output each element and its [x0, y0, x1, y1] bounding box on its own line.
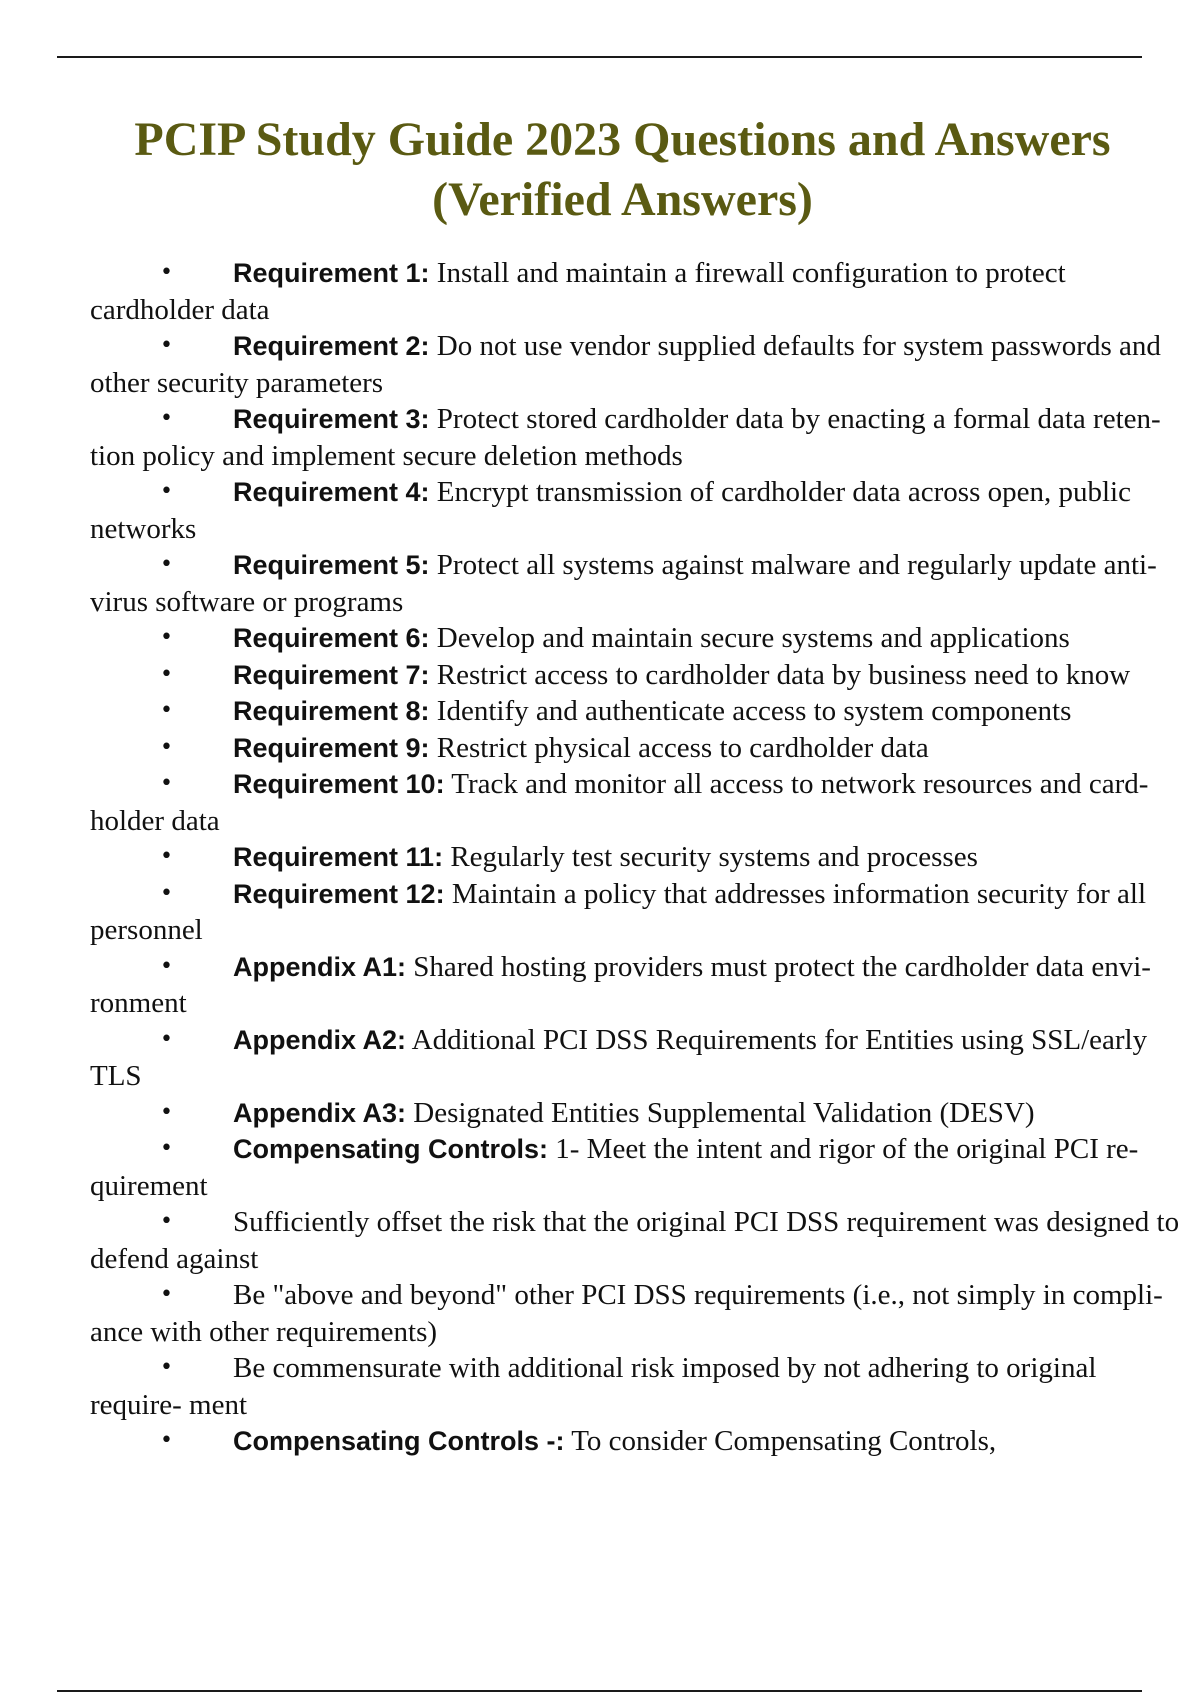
list-item-requirement-12 — [90, 876, 1195, 949]
item-label: Requirement 4: — [233, 477, 430, 507]
item-text: Install and maintain a firewall configuration to protect cardholder data — [90, 257, 1066, 326]
item-text: Be commensurate with additional risk imposed by not adhering to original require- ment — [90, 1352, 1097, 1421]
list-item-requirement-9 — [90, 730, 1195, 767]
item-text: Regularly test security systems and processes — [450, 841, 978, 873]
item-text: Identify and authenticate access to system components — [436, 695, 1072, 727]
bullet-icon: • — [160, 333, 173, 358]
list-item-requirement-6 — [90, 620, 1195, 657]
bullet-icon: • — [160, 625, 173, 650]
list-item-requirement-7 — [90, 657, 1195, 694]
bullet-icon: • — [160, 1026, 173, 1052]
item-text: Sufficiently offset the risk that the original PCI DSS requirement was designed to defend against — [90, 1206, 1180, 1275]
item-label: Requirement 8: — [233, 696, 430, 726]
item-label: Requirement 9: — [233, 732, 430, 763]
item-text: Additional PCI DSS Requirements for Entities using SSL/early TLS — [90, 1023, 1148, 1092]
item-label: Requirement 3: — [233, 404, 430, 434]
item-label: Compensating Controls: — [233, 1134, 548, 1164]
bullet-icon: • — [160, 1282, 173, 1307]
title-line-1: PCIP Study Guide 2023 Questions and Answers — [134, 113, 1111, 166]
bullet-icon: • — [160, 844, 173, 869]
title-line-2: (Verified Answers) — [432, 173, 813, 226]
list-item-requirement-3 — [90, 401, 1195, 474]
item-text: Restrict physical access to cardholder data — [436, 731, 929, 764]
item-text: Be "above and beyond" other PCI DSS requirements (i.e., not simply in compli- ance with other requirements) — [90, 1279, 1163, 1348]
list-item-requirement-1 — [90, 255, 1195, 328]
list-item-requirement-8 — [90, 693, 1195, 730]
item-text: Protect all systems against malware and regularly update anti-virus software or programs — [90, 549, 1157, 618]
list-item-requirement-11 — [90, 839, 1195, 876]
list-item-requirement-10 — [90, 766, 1195, 839]
bullet-icon: • — [160, 880, 173, 906]
item-label: Requirement 11: — [233, 842, 444, 872]
item-text: Track and monitor all access to network resources and card- holder data — [90, 768, 1149, 837]
list-item-appendix-a2 — [90, 1022, 1195, 1095]
bullet-icon: • — [160, 771, 173, 796]
bullet-icon: • — [160, 552, 173, 577]
item-label: Requirement 1: — [233, 258, 430, 288]
item-text: 1- Meet the intent and rigor of the original PCI re- quirement — [90, 1133, 1139, 1202]
list-item-commensurate — [90, 1350, 1195, 1423]
bullet-icon: • — [160, 698, 173, 723]
item-text: To consider Compensating Controls, — [571, 1425, 997, 1457]
bullet-icon: • — [160, 1099, 173, 1125]
bullet-icon: • — [160, 1428, 173, 1453]
list-item-compensating-controls — [90, 1131, 1195, 1204]
item-text: Develop and maintain secure systems and applications — [436, 622, 1070, 654]
item-label: Appendix A3: — [233, 1097, 407, 1128]
item-label: Requirement 5: — [233, 550, 430, 580]
item-text: Protect stored cardholder data by enacting a formal data reten- tion policy and implement secure deletion methods — [90, 403, 1161, 472]
list-item-appendix-a1 — [90, 949, 1195, 1022]
list-item-offset-risk — [90, 1204, 1195, 1277]
item-text: Maintain a policy that addresses information security for all personnel — [90, 877, 1146, 946]
list-item-appendix-a3 — [90, 1095, 1195, 1132]
item-text: Designated Entities Supplemental Validation (DESV) — [413, 1096, 1035, 1129]
item-label: Requirement 7: — [233, 659, 430, 690]
item-label: Compensating Controls -: — [233, 1426, 565, 1456]
item-label: Appendix A1: — [233, 951, 407, 982]
item-label: Requirement 10: — [233, 769, 445, 799]
bottom-divider — [57, 1690, 1142, 1692]
requirements-list — [90, 255, 1195, 1460]
top-divider — [57, 56, 1142, 58]
item-label: Appendix A2: — [233, 1024, 407, 1055]
bullet-icon: • — [160, 734, 173, 760]
bullet-icon: • — [160, 661, 173, 687]
item-text: Restrict access to cardholder data by business need to know — [436, 658, 1131, 691]
document-title — [40, 110, 1200, 230]
list-item-requirement-5 — [90, 547, 1195, 620]
item-text: Shared hosting providers must protect the cardholder data envi- ronment — [90, 950, 1151, 1019]
list-item-above-and-beyond — [90, 1277, 1195, 1350]
bullet-icon: • — [160, 1355, 173, 1380]
bullet-icon: • — [160, 1136, 173, 1161]
item-label: Requirement 12: — [233, 878, 445, 909]
list-item-compensating-controls-consider — [90, 1423, 1195, 1460]
list-item-requirement-4 — [90, 474, 1195, 547]
item-label: Requirement 2: — [233, 331, 430, 361]
item-label: Requirement 6: — [233, 623, 430, 653]
bullet-icon: • — [160, 953, 173, 979]
list-item-requirement-2 — [90, 328, 1195, 401]
item-text: Encrypt transmission of cardholder data across open, public networks — [90, 476, 1131, 545]
bullet-icon: • — [160, 260, 173, 285]
item-text: Do not use vendor supplied defaults for system passwords and other security parameters — [90, 330, 1161, 399]
bullet-icon: • — [160, 479, 173, 504]
bullet-icon: • — [160, 1209, 173, 1234]
bullet-icon: • — [160, 406, 173, 431]
